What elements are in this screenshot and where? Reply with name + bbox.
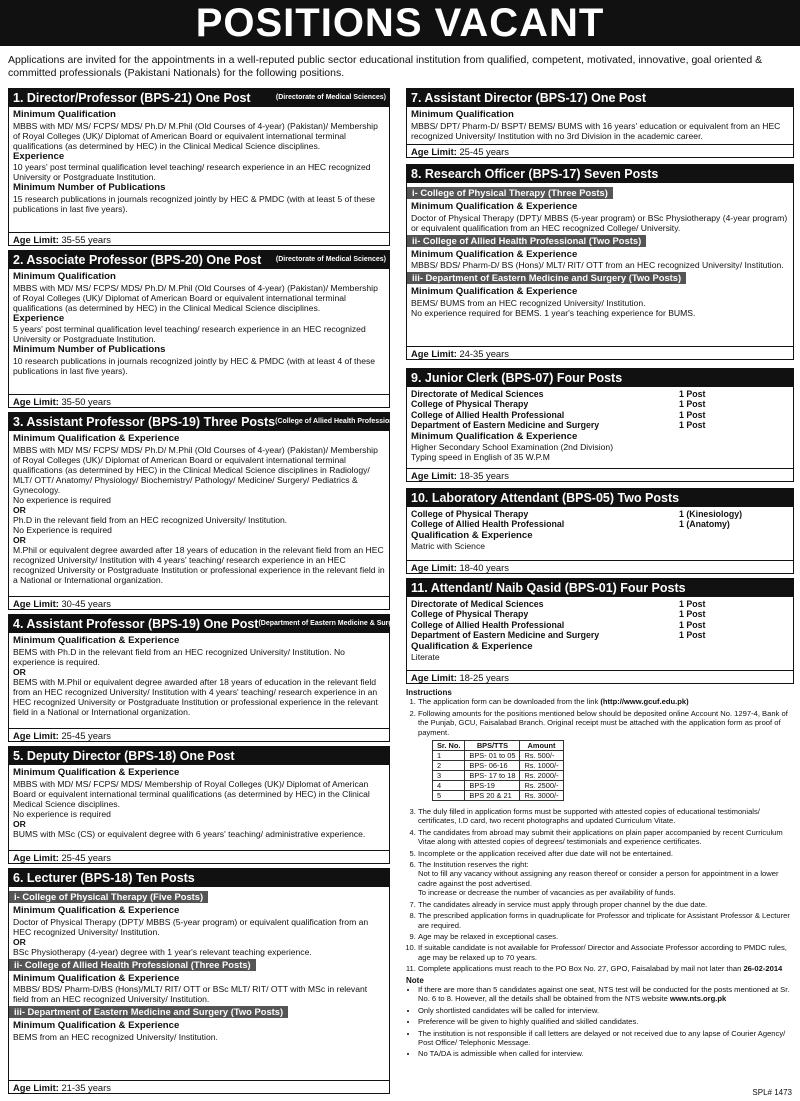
instruction-item: 3. The duly filled in application forms must be supported with attested copies of educational testimonials/ certificates, I.D card, two recent photographs and updated Curriculum Vitate. [418, 807, 794, 826]
instructions-heading: Instructions [406, 688, 452, 697]
subsection-title: i- College of Physical Therapy (Three Posts) [407, 187, 613, 199]
instruction-item: 9. Age may be relaxed in exceptional cases. [418, 932, 794, 941]
deadline-date: 26-02-2014 [743, 964, 783, 974]
department-tag: (College of Allied Health Professional) [275, 418, 402, 425]
age-limit: Age Limit: 18-35 years [407, 468, 793, 481]
instruction-item: 1. The application form can be downloaded from the link (http://www.gcuf.edu.pk) [418, 697, 794, 706]
table-row: College of Allied Health Professional 1 Post [411, 409, 706, 420]
instruction-item: 7. The candidates already in service must apply through proper channel by the due date. [418, 900, 794, 909]
section-associate-professor [8, 250, 390, 408]
age-limit: Age Limit: 18-40 years [407, 560, 793, 573]
qualification-text: MBBS with MD/ MS/ FCPS/ MDS/ Ph.D/ M.Phil (Old Courses of 4-year) (Pakistan)/ Membership of Royal Colleges (UK)/ Diplomat of American Board or equivalent international terminal qualifications (as determined by HEC) in the Clinical Medical Science disciplines. [13, 120, 378, 151]
section-title: 1. Director/Professor (BPS-21) One Post [13, 91, 251, 105]
qualification-text: MBBS/ BDS/ Pharm-D/ BS (Hons)/ MLT/ RIT/ OTT from an HEC recognized University/ Institution. [411, 260, 784, 270]
qualification-text: BEMS with Ph.D in the relevant field from an HEC recognized University/ Institution. No experience is required. [13, 646, 345, 667]
label-min-qual-exp: Minimum Qualification & Experience [411, 430, 578, 442]
table-row: 5 BPS 20 & 21 Rs. 3000/- [433, 791, 564, 801]
experience-note: No experience required for BEMS. 1 year's teaching experience for BUMS. [411, 307, 696, 318]
instruction-item: 2. Following amounts for the positions mentioned below should be deposited online Account No. 1297-4, Bank of the Punjab, GCU, Faisalabad Branch. Original receipt must be attached with the application form as proof of payment. Sr. No. BPS/TTS Amount 1 BPS- 01 to 05 Rs. 500/- 2 BPS- 06-16 Rs. 1000/- 3 BPS- 17 to 18 Rs. 2000/- 4 BPS-19 Rs. 2500/- 5 BPS 20 & 21 Rs. 3000/- [418, 709, 794, 801]
section-title: 6. Lecturer (BPS-18) Ten Posts [13, 871, 195, 885]
publications-text: 10 research publications in journals recognized jointly by HEC & PMDC (with at least 4 of these publications in last five years). [13, 355, 376, 376]
posts-table [411, 389, 789, 431]
experience-note: No experience is required [13, 494, 111, 505]
qualification-text: Ph.D in the relevant field from an HEC recognized University/ Institution. [13, 514, 288, 525]
subsection-title: iii- Department of Eastern Medicine and Surgery (Two Posts) [9, 1006, 288, 1018]
qualification-text: MBBS with MD/ MS/ FCPS/ MDS/ Membership of Royal Colleges (UK)/ Diplomat of American Board or equivalent international terminal qualifications (as determined by HEC) in the Clinical Medical Science disciplines. [13, 778, 370, 809]
department-tag: (Department of Eastern Medicine & Surgery) [258, 620, 406, 627]
section-title: 10. Laboratory Attendant (BPS-05) Two Posts [411, 491, 680, 505]
instructions-block [406, 688, 794, 1061]
label-experience: Experience [13, 150, 65, 162]
table-row: Department of Eastern Medicine and Surgery 1 Post [411, 420, 706, 431]
table-row: College of Allied Health Professional 1 (Anatomy) [411, 519, 730, 530]
subsection-title: ii- College of Allied Health Professional (Three Posts) [9, 959, 256, 971]
qualification-text: BEMS from an HEC recognized University/ Institution. [13, 1031, 218, 1042]
section-attendant-naib-qasid [406, 578, 794, 684]
qualification-text: BSc Physiotherapy (4-year) degree with 1 year's relevant teaching experience. [13, 946, 312, 957]
intro-text: Applications are invited for the appointments in a well-reputed public sector educational institution from qualified, competent, motivated, innovative, goal oriented & committed professionals (Pakistani Nationals) for the following positions. [8, 54, 763, 79]
qualification-text: MBBS with MD/ MS/ FCPS/ MDS/ Ph.D/ M.Phil (Old Courses of 4-year) (Pakistan)/ Membership of Royal Colleges (UK)/ Diplomat of American Board or equivalent international terminal qualifications (as determined by HEC) in the Clinical Medical Science disciplines. [13, 282, 378, 313]
section-title: 11. Attendant/ Naib Qasid (BPS-01) Four Posts [411, 581, 686, 595]
qualification-text: BUMS with MSc (CS) or equivalent degree with 6 years' teaching/ administrative experience. [13, 828, 366, 839]
instruction-item: 11. Complete applications must reach to the PO Box No. 27, GPO, Faisalabad by mail not later than 26-02-2014 [418, 964, 794, 973]
subsection-title: i- College of Physical Therapy (Five Posts) [9, 891, 208, 903]
qualification-text: Matric with Science [411, 541, 486, 552]
label-publications: Minimum Number of Publications [13, 182, 166, 193]
note-heading: Note [406, 975, 424, 985]
label-qual-exp: Qualification & Experience [411, 640, 533, 652]
age-limit: Age Limit: 35-55 years [9, 232, 389, 245]
age-limit: Age Limit: 30-45 years [9, 596, 389, 609]
label-min-qual-exp: Minimum Qualification & Experience [13, 1020, 180, 1031]
experience-text: 10 years' post terminal qualification level teaching/ research experience in an HEC recognized University or Postgraduate Institution. [13, 162, 371, 182]
age-limit: Age Limit: 35-50 years [9, 394, 389, 407]
section-junior-clerk [406, 368, 794, 482]
qualification-text: BEMS with M.Phil or equivalent degree awarded after 18 years of education in the relevant field from an HEC recognized University/ Institution with 4 years' teaching/ research experience in an HEC recognized University or Postgraduate Institution or professional experience in the relevant field in a National or International organization. [13, 676, 378, 717]
instruction-subitem: Not to fill any vacancy without assigning any reason thereof or consider a person for appointment in a lower cadre against the post advertised. [418, 869, 779, 888]
section-title: 5. Deputy Director (BPS-18) One Post [13, 749, 235, 763]
table-row: College of Allied Health Professional 1 Post [411, 619, 706, 630]
table-row: College of Physical Therapy 1 Post [411, 399, 706, 410]
note-item: • If there are more than 5 candidates against one seat, NTS test will be conducted for the posts mentioned at Sr. No. 6 to 8. However, all the details shall be obtained from the NTS website www.nts.org.pk [418, 985, 794, 1004]
section-lab-attendant [406, 488, 794, 574]
qualification-text: MBBS/ DPT/ Pharm-D/ BSPT/ BEMS/ BUMS with 16 years' education or equivalent from an HEC recognized University/ Institution with no 3rd Division in the academic career. [411, 120, 781, 141]
label-qual-exp: Qualification & Experience [411, 529, 533, 541]
section-director-professor [8, 88, 390, 246]
or-separator: OR [13, 534, 26, 545]
qualification-text: Typing speed in English of 35 W.P.M [411, 452, 550, 463]
label-min-qual-exp: Minimum Qualification & Experience [13, 433, 180, 444]
section-title: 9. Junior Clerk (BPS-07) Four Posts [411, 371, 623, 385]
label-min-qual-exp: Minimum Qualification & Experience [411, 248, 578, 260]
label-min-qual-exp: Minimum Qualification & Experience [13, 635, 180, 646]
qualification-text: Higher Secondary School Examination (2nd Division) [411, 442, 614, 453]
instruction-item: 8. The prescribed application forms in quadruplicate for Professor and triplicate for Assistant Professor & Lecturer are required. [418, 911, 794, 930]
table-row: 4 BPS-19 Rs. 2500/- [433, 781, 564, 791]
fee-table [432, 740, 564, 801]
table-row: Directorate of Medical Sciences 1 Post [411, 389, 706, 399]
section-assistant-director [406, 88, 794, 158]
table-row: Directorate of Medical Sciences 1 Post [411, 599, 706, 609]
qualification-text: Literate [411, 652, 440, 663]
label-min-qual-exp: Minimum Qualification & Experience [13, 767, 180, 778]
publications-text: 15 research publications in journals recognized jointly by HEC & PMDC (with at least 5 of these publications in last five years). [13, 193, 376, 214]
experience-note: No experience is required [13, 808, 111, 819]
spl-number: SPL# 1473 [752, 1088, 792, 1097]
instruction-item: 10. If suitable candidate is not available for Professor/ Director and Associate Professor according to PMDC rules, age may be relaxed up to 70 years. [418, 943, 794, 962]
section-assistant-professor-three [8, 412, 402, 610]
or-separator: OR [13, 666, 26, 677]
qualification-text: MBBS with MD/ MS/ FCPS/ MDS/ Ph.D/ M.Phil (Old Courses of 4-year) (Pakistan)/ Membership of Royal Colleges (UK)/ Diplomat of American Board or equivalent international terminal qualifications (as determined by HEC) in the Clinical Medical Science disciplines in Radiology/ MLT/ OTT/ Anatomy/ Physiology/ Biochemistry/ Pathology/ Medicine/ Surgery/ Pediatrics & Gynecology. [13, 444, 378, 495]
age-limit: Age Limit: 25-45 years [407, 144, 793, 157]
section-title: 3. Assistant Professor (BPS-19) Three Posts [13, 415, 276, 429]
table-row: 1 BPS- 01 to 05 Rs. 500/- [433, 751, 564, 761]
label-min-qual-exp: Minimum Qualification & Experience [13, 972, 180, 984]
qualification-text: Doctor of Physical Therapy (DPT)/ MBBS (5-year program) or equivalent qualification from an HEC recognized University/ Institution. [13, 916, 369, 937]
application-link[interactable]: (http://www.gcuf.edu.pk) [600, 697, 689, 707]
instruction-item: 6. The Institution reserves the right: Not to fill any vacancy without assigning any reason thereof or consider a person for appointment in a lower cadre against the post advertised. To increase or decrease the number of vacancies as per availability of funds. [418, 860, 794, 898]
table-row: 2 BPS- 06-16 Rs. 1000/- [433, 761, 564, 771]
qualification-text: MBBS/ BDS/ Pharm-D/BS (Hons)/MLT/ RIT/ OTT or BSc MLT/ RIT/ OTT with MSc in relevant field from an HEC recognized University/ Institution. [13, 984, 368, 1004]
fee-table-header: Sr. No. BPS/TTS Amount [433, 741, 564, 751]
label-publications: Minimum Number of Publications [13, 344, 166, 355]
note-item: • Only shortlisted candidates will be called for interview. [418, 1006, 794, 1015]
label-min-qual: Minimum Qualification [411, 109, 514, 120]
age-limit: Age Limit: 25-45 years [9, 728, 389, 741]
or-separator: OR [13, 504, 26, 515]
section-title: 7. Assistant Director (BPS-17) One Post [411, 91, 647, 105]
posts-table [411, 599, 789, 641]
department-tag: (Directorate of Medical Sciences) [275, 256, 386, 263]
note-item: • The institution is not responsible if call letters are delayed or not received due to any lapse of Courier Agency/ Post Office/ Telephonic Message. [418, 1029, 794, 1048]
section-title: 2. Associate Professor (BPS-20) One Post [13, 253, 262, 267]
age-limit: Age Limit: 18-25 years [407, 670, 793, 683]
label-min-qual: Minimum Qualification [13, 109, 116, 120]
or-separator: OR [13, 818, 26, 829]
experience-text: 5 years' post terminal qualification level teaching/ research experience in an HEC recognized University or Postgraduate Institution. [13, 324, 366, 344]
label-experience: Experience [13, 312, 65, 324]
nts-link[interactable]: www.nts.org.pk [670, 994, 727, 1004]
posts-table [411, 509, 789, 530]
subsection-title: ii- College of Allied Health Professional (Two Posts) [407, 235, 646, 247]
table-row: College of Physical Therapy 1 Post [411, 609, 706, 620]
note-item: • Preference will be given to highly qualified and skilled candidates. [418, 1017, 794, 1026]
or-separator: OR [13, 936, 26, 947]
instruction-subitem: To increase or decrease the number of vacancies as per availability of funds. [418, 888, 676, 898]
table-row: Department of Eastern Medicine and Surgery 1 Post [411, 630, 706, 641]
label-min-qual-exp: Minimum Qualification & Experience [13, 905, 180, 916]
age-limit: Age Limit: 25-45 years [9, 850, 389, 863]
department-tag: (Directorate of Medical Sciences) [275, 94, 386, 101]
page-title: POSITIONS VACANT [0, 0, 800, 46]
table-row: 3 BPS- 17 to 18 Rs. 2000/- [433, 771, 564, 781]
label-min-qual-exp: Minimum Qualification & Experience [411, 286, 578, 297]
section-lecturer [8, 868, 390, 1094]
age-limit: Age Limit: 21-35 years [9, 1080, 389, 1093]
qualification-text: M.Phil or equivalent degree awarded after 18 years of education in the relevant field from an HEC recognized University/ Institution with 4 years' teaching/ research experience in an HEC recognized University or Postgraduate Institution or professional experience in the relevant field in a National or International organization. [13, 544, 385, 585]
experience-note: No Experience is required [13, 524, 112, 535]
instruction-item: 4. The candidates from abroad may submit their applications on plain paper accompanied by recent Curriculum Vitae along with attested copies of degrees/ testimonials and experience certificates. [418, 828, 794, 847]
section-title: 4. Assistant Professor (BPS-19) One Post [13, 617, 259, 631]
section-research-officer [406, 164, 794, 360]
qualification-text: BEMS/ BUMS from an HEC recognized University/ Institution. [411, 297, 646, 308]
label-min-qual-exp: Minimum Qualification & Experience [411, 201, 578, 212]
instruction-item: 5. Incomplete or the application received after due date will not be entertained. [418, 849, 794, 858]
age-limit: Age Limit: 24-35 years [407, 346, 793, 359]
table-row: College of Physical Therapy 1 (Kinesiology) [411, 509, 743, 519]
note-item: • No TA/DA is admissible when called for interview. [418, 1049, 794, 1058]
section-title: 8. Research Officer (BPS-17) Seven Posts [411, 167, 659, 181]
section-assistant-professor-one [8, 614, 406, 742]
section-deputy-director [8, 746, 390, 864]
qualification-text: Doctor of Physical Therapy (DPT)/ MBBS (5-year program) or BSc Physiotherapy (4-year program) or equivalent qualification from an HEC recognized College/ University. [411, 212, 788, 233]
subsection-title: iii- Department of Eastern Medicine and Surgery (Two Posts) [407, 272, 686, 284]
label-min-qual: Minimum Qualification [13, 271, 116, 282]
